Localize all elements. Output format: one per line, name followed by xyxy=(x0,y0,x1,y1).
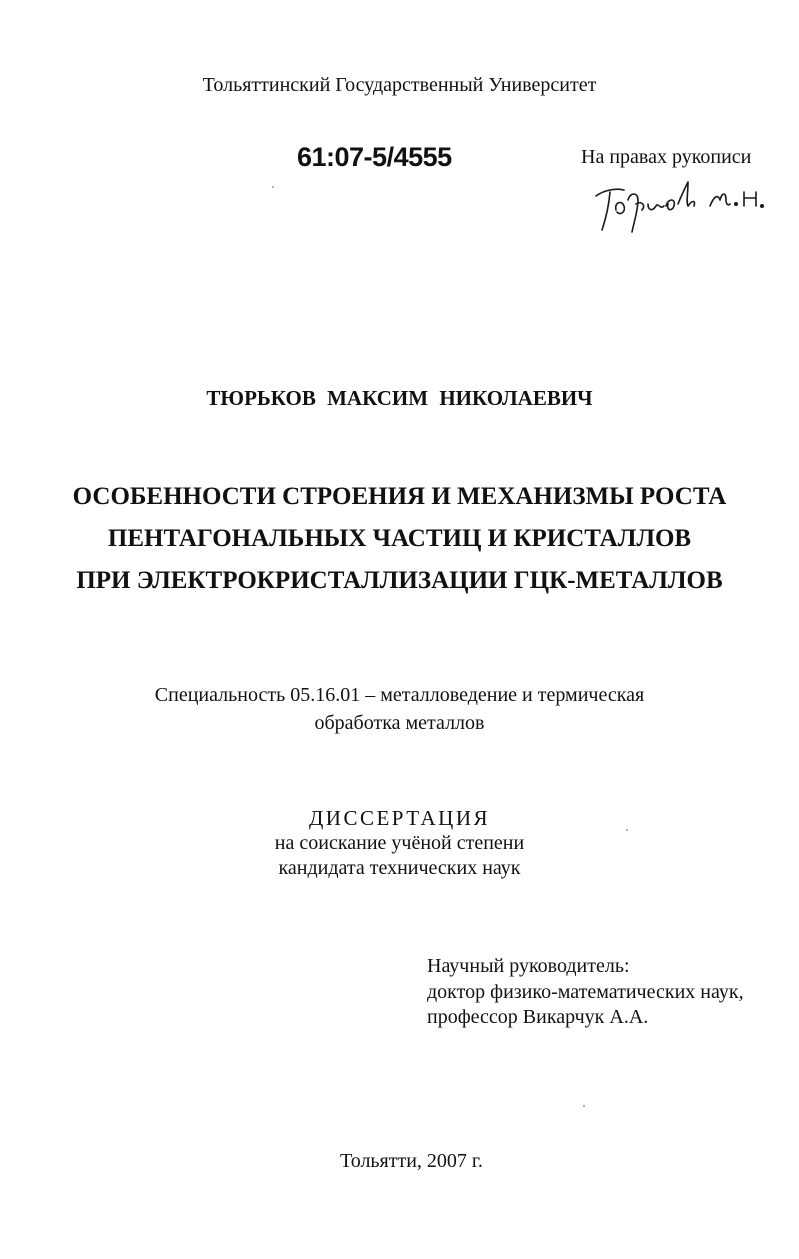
title-line-2: ПЕНТАГОНАЛЬНЫХ ЧАСТИЦ И КРИСТАЛЛОВ xyxy=(107,525,692,552)
dissertation-purpose: на соискание учёной степени xyxy=(274,832,525,854)
author-name: ТЮРЬКОВ МАКСИМ НИКОЛАЕВИЧ xyxy=(206,386,593,410)
dissertation-degree: кандидата технических наук xyxy=(278,857,521,879)
scan-speck xyxy=(583,1105,585,1107)
scan-speck xyxy=(272,186,274,188)
university-name: Тольяттинский Государственный Университет xyxy=(202,74,597,96)
place-year: Тольятти, 2007 г. xyxy=(340,1150,483,1172)
supervisor-degree: доктор физико-математических наук, xyxy=(427,981,744,1003)
title-line-1: ОСОБЕННОСТИ СТРОЕНИЯ И МЕХАНИЗМЫ РОСТА xyxy=(72,483,727,510)
supervisor-name: профессор Викарчук А.А. xyxy=(427,1006,649,1028)
title-line-3: ПРИ ЭЛЕКТРОКРИСТАЛЛИЗАЦИИ ГЦК-МЕТАЛЛОВ xyxy=(76,567,723,594)
rights-note: На правах рукописи xyxy=(581,146,752,168)
dissertation-type: ДИССЕРТАЦИЯ xyxy=(308,806,491,830)
supervisor-label: Научный руководитель: xyxy=(427,955,630,977)
specialty-line-2: обработка металлов xyxy=(314,712,485,734)
handwritten-signature xyxy=(590,170,780,240)
catalog-code: 61:07-5/4555 xyxy=(297,142,452,172)
specialty-line-1: Специальность 05.16.01 – металловедение и термическая xyxy=(154,684,645,706)
scan-speck xyxy=(626,829,628,831)
